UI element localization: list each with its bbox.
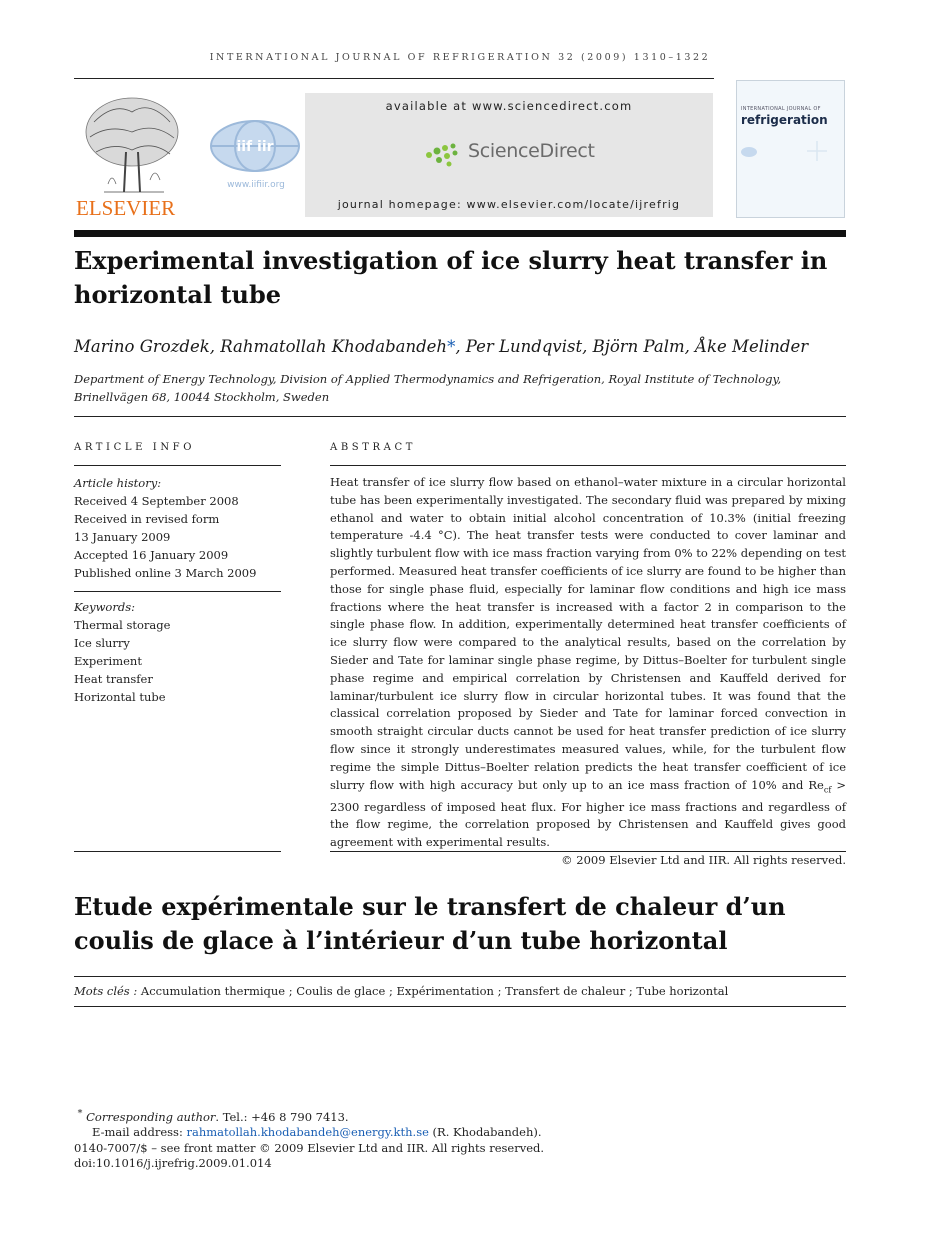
authors-lead: Marino Grozdek, Rahmatollah Khodabandeh: [74, 337, 448, 356]
mots-cles-label: Mots clés :: [74, 984, 138, 998]
article-info-rule: [74, 465, 281, 466]
keyword-item: Heat transfer: [74, 672, 153, 686]
abstract-text: [330, 474, 846, 852]
corresponding-label: Corresponding author: [86, 1109, 216, 1124]
elsevier-tree-icon: [74, 92, 192, 220]
iir-logo: [208, 118, 304, 190]
history-item: Accepted 16 January 2009: [74, 548, 229, 562]
sciencedirect-brand: ScienceDirect: [468, 140, 595, 162]
history-item: Received 4 September 2008: [74, 494, 239, 508]
reynolds-subscript: cf: [823, 784, 832, 794]
keyword-item: Experiment: [74, 654, 142, 668]
affiliation: [74, 370, 846, 406]
snowflake-icon: [737, 81, 845, 218]
corresponding-author-marker[interactable]: *: [447, 337, 456, 356]
abstract-copyright: © 2009 Elsevier Ltd and IIR. All rights reserved.: [561, 853, 846, 868]
elsevier-logo: [74, 92, 192, 220]
authors-rest: , Per Lundqvist, Björn Palm, Åke Melinder: [455, 337, 809, 356]
available-at-text[interactable]: available at www.sciencedirect.com: [385, 99, 633, 113]
keywords-list: [74, 598, 282, 706]
iir-globe-icon: [208, 118, 304, 190]
corresponding-author-note: [74, 1106, 846, 1125]
author-list: [74, 337, 846, 356]
article-info-heading: ARTICLE INFO: [74, 442, 196, 453]
cover-subtitle: INTERNATIONAL JOURNAL OF: [741, 106, 821, 112]
keywords-rule: [74, 591, 281, 592]
abstract-text-part-2: > 2300 regardless of imposed heat flux. For higher ice mass fractions and regardless of the flow regime, the correlation proposed by Christensen and Kauffeld gives good agreement with experimental results.: [330, 777, 846, 850]
article-info-bottom-rule: [74, 851, 281, 852]
running-head: INTERNATIONAL JOURNAL OF REFRIGERATION 32 (2009) 1310–1322: [209, 52, 711, 63]
history-item: Published online 3 March 2009: [74, 566, 257, 580]
keyword-item: Ice slurry: [74, 636, 130, 650]
article-history: [74, 474, 282, 582]
keyword-item: Thermal storage: [74, 618, 171, 632]
footnote-star: *: [77, 1108, 83, 1119]
elsevier-wordmark: ELSEVIER: [76, 196, 176, 220]
email-line: [74, 1125, 846, 1141]
affiliation-line-2: Brinellvägen 68, 10044 Stockholm, Sweden: [74, 390, 330, 404]
doi-line[interactable]: doi:10.1016/j.ijrefrig.2009.01.014: [74, 1156, 272, 1171]
abstract-body: [330, 474, 846, 870]
article-title: Experimental investigation of ice slurry heat transfer in horizontal tube: [74, 246, 828, 309]
email-suffix: (R. Khodabandeh).: [428, 1125, 542, 1140]
abstract-rule: [330, 465, 846, 466]
header-rule: [74, 78, 714, 79]
svg-text:iif iir: iif iir: [236, 139, 274, 155]
abstract-text-part-1: Heat transfer of ice slurry flow based on ethanol–water mixture in a circular horizontal tube has been experimentally investigated. The secondary fluid was prepared by mixing ethanol and water to obtain initial alcohol concentration of 10.3% (initial freezing temperature -4.4 °C). The heat transfer tests were conducted to cover laminar and slightly turbulent flow with ice mass fraction varying from 0% to 22% depending on test performed. Measured heat transfer coefficients of ice slurry are found to be higher than those for single phase fluid, especially for laminar flow conditions and high ice mass fractions where the heat transfer is increased with a factor 2 in comparison to the single phase flow. In addition, experimentally determined heat transfer coefficients of ice slurry flow were compared to the analytical results, based on the correlation by Sieder and Tate for laminar single phase regime, by Dittus–Boelter for turbulent single phase regime and empirical correlation by Christensen and Kauffeld derived for laminar/turbulent ice slurry flow in circular horizontal tubes. It was found that the classical correlation proposed by Sieder and Tate for laminar forced convection in smooth straight circular ducts cannot be used for heat transfer prediction of ice slurry flow since it strongly underestimates measured values, while, for the turbulent flow regime the simple Dittus–Boelter relation predicts the heat transfer coefficient of ice slurry flow with high accuracy but only up to an ice mass fraction of 10% and Re: [330, 475, 846, 792]
journal-homepage-link[interactable]: journal homepage: www.elsevier.com/locate/ijrefrig: [337, 198, 681, 211]
abstract-bottom-rule: [330, 851, 846, 852]
mots-cles-bottom-rule: [74, 1006, 846, 1007]
keywords-label: Keywords:: [74, 600, 135, 614]
telephone: . Tel.: +46 8 790 7413.: [215, 1109, 349, 1124]
mots-cles-text: Accumulation thermique ; Coulis de glace ; Expérimentation ; Transfert de chaleur ; Tube horizontal: [137, 984, 729, 998]
section-divider: [74, 416, 846, 417]
sciencedirect-leaf-icon: [425, 143, 469, 169]
french-title: Etude expérimentale sur le transfert de chaleur d’un coulis de glace à l’intérieur d’un tube horizontal: [74, 892, 786, 955]
keyword-item: Horizontal tube: [74, 690, 166, 704]
email-label: E-mail address:: [92, 1125, 187, 1140]
email-link[interactable]: rahmatollah.khodabandeh@energy.kth.se: [186, 1125, 429, 1140]
history-item: Received in revised form: [74, 512, 220, 526]
cover-title: refrigeration: [741, 113, 828, 127]
issn-line: 0140-7007/$ – see front matter © 2009 Elsevier Ltd and IIR. All rights reserved.: [74, 1140, 545, 1155]
history-label: Article history:: [74, 476, 162, 490]
journal-cover: [736, 80, 845, 218]
affiliation-line-1: Department of Energy Technology, Division of Applied Thermodynamics and Refrigeration, Royal Institute of Technology,: [74, 372, 782, 386]
history-item: 13 January 2009: [74, 530, 171, 544]
mots-cles-top-rule: [74, 976, 846, 977]
abstract-heading: ABSTRACT: [330, 442, 416, 453]
title-rule: [74, 230, 846, 237]
footnote: [74, 1106, 846, 1172]
iir-url: www.iifiir.org: [227, 180, 285, 190]
mots-cles: [74, 984, 846, 998]
